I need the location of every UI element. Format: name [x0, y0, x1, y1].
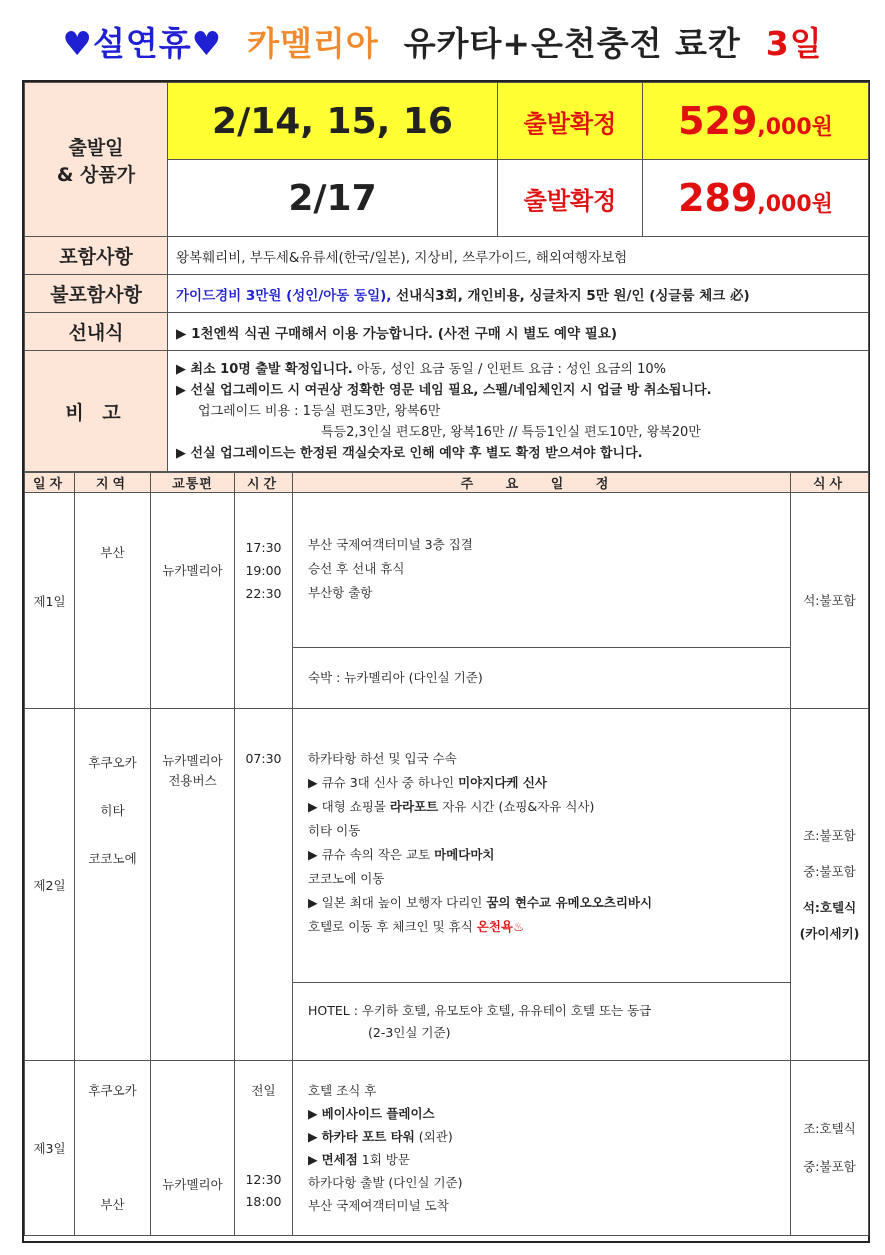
- day-schedule: 부산 국제여객터미널 3층 집결 승선 후 선내 휴식 부산항 출항: [293, 493, 791, 648]
- status-badge: 출발확정: [498, 160, 643, 237]
- heart-icon: ♥: [62, 24, 93, 63]
- transport: 뉴카멜리아 전용버스: [151, 709, 235, 1061]
- notes-header: 비 고: [25, 351, 168, 472]
- day-schedule: 호텔 조식 후 ▶ 베이사이드 플레이스 ▶ 하카타 포트 타워 (외관) ▶ 면세점 1회 방문 하카다항 출발 (다인실 기준) 부산 국제여객터미널 도착: [293, 1061, 791, 1236]
- departure-date: 2/17: [168, 160, 498, 237]
- col-header: 일자: [25, 473, 75, 493]
- excluded-header: 불포함사항: [25, 275, 168, 313]
- day-schedule: 하카타항 하선 및 입국 수속 ▶ 큐슈 3대 신사 중 하나인 미야지다케 신사 ▶ 대형 쇼핑몰 라라포트 자유 시간 (쇼핑&자유 식사) 히타 이동 ▶ 큐슈 속의 작은 교토 마메다마치 코코노에 이동 ▶ 일본 최대 높이 보행자 다리인 꿈의 현수교 유메오오츠리바시 호텔로 이동 후 체크인 및 휴식 온천욕♨: [293, 709, 791, 983]
- col-header: 식사: [791, 473, 869, 493]
- col-header: 지역: [75, 473, 151, 493]
- included-header: 포함사항: [25, 237, 168, 275]
- transport: 뉴카멜리아: [151, 493, 235, 709]
- title-route: 유카타+온천충전 료칸: [403, 24, 741, 63]
- accommodation: 숙박 : 뉴카멜리아 (다인실 기준): [293, 648, 791, 709]
- departure-date: 2/14, 15, 16: [168, 83, 498, 160]
- table-row: [25, 709, 869, 983]
- title-days: 3일: [765, 24, 823, 63]
- excluded-text: 가이드경비 3만원 (성인/아동 동일), 선내식3회, 개인비용, 싱글차지 5만 원/인 (싱글룸 체크 必): [168, 275, 869, 313]
- title-ship: 카멜리아: [247, 24, 379, 63]
- schedule-table: [24, 472, 869, 1236]
- table-row: [25, 493, 869, 648]
- included-row: [25, 237, 869, 275]
- price-row: [25, 83, 869, 160]
- onboard-meal-header: 선내식: [25, 313, 168, 351]
- notes-row: [25, 351, 869, 472]
- meal-info: 조:호텔식 중:불포함: [791, 1061, 869, 1236]
- status-badge: 출발확정: [498, 83, 643, 160]
- times: 17:30 19:00 22:30: [235, 493, 293, 709]
- price: 289,000원: [643, 160, 869, 237]
- schedule-header-row: [25, 473, 869, 493]
- region: 후쿠오카 부산: [75, 1061, 151, 1236]
- notes-text: ▶ 최소 10명 출발 확정입니다. 아동, 성인 요금 동일 / 인펀트 요금 : 성인 요금의 10% ▶ 선실 업그레이드 시 여권상 정확한 영문 네임 필요, 스펠/네임체인지 시 업글 방 취소됩니다. 업그레이드 비용 : 1등실 편도3만, 왕복6만 특등2,3인실 편도8만, 왕복16만 // 특등1인실 편도10만, 왕복20만 ▶ 선실 업그레이드는 한정된 객실숫자로 인해 예약 후 별도 확정 받으셔야 합니다.: [168, 351, 869, 472]
- day-label: 제1일: [25, 493, 75, 709]
- transport: 뉴카멜리아: [151, 1061, 235, 1236]
- day-label: 제3일: [25, 1061, 75, 1236]
- itinerary-sheet: [22, 80, 870, 1243]
- hot-spring-icon: ♨: [512, 919, 525, 934]
- departure-header: 출발일 & 상품가: [25, 83, 168, 237]
- times: 전일 12:30 18:00: [235, 1061, 293, 1236]
- col-header: 시간: [235, 473, 293, 493]
- page-title: [0, 18, 885, 65]
- region: 부산: [75, 493, 151, 709]
- included-text: 왕복훼리비, 부두세&유류세(한국/일본), 지상비, 쓰루가이드, 해외여행자보험: [168, 237, 869, 275]
- meal-info: 석:불포함: [791, 493, 869, 709]
- col-header: 교통편: [151, 473, 235, 493]
- excluded-row: [25, 275, 869, 313]
- heart-icon: ♥: [191, 24, 223, 63]
- info-table: [24, 82, 869, 472]
- onboard-meal-row: [25, 313, 869, 351]
- table-row: [25, 1061, 869, 1236]
- col-header: 주 요 일 정: [293, 473, 791, 493]
- title-label: 설연휴: [93, 24, 192, 63]
- meal-info: 조:불포함 중:불포함 석:호텔식 (카이세키): [791, 709, 869, 1061]
- region: 후쿠오카 히타 코코노에: [75, 709, 151, 1061]
- times: 07:30: [235, 709, 293, 1061]
- day-label: 제2일: [25, 709, 75, 1061]
- accommodation: HOTEL : 우키하 호텔, 유모토야 호텔, 유유테이 호텔 또는 동급 (2-3인실 기준): [293, 983, 791, 1061]
- price: 529,000원: [643, 83, 869, 160]
- onboard-meal-text: ▶ 1천엔씩 식권 구매해서 이용 가능합니다. (사전 구매 시 별도 예약 필요): [168, 313, 869, 351]
